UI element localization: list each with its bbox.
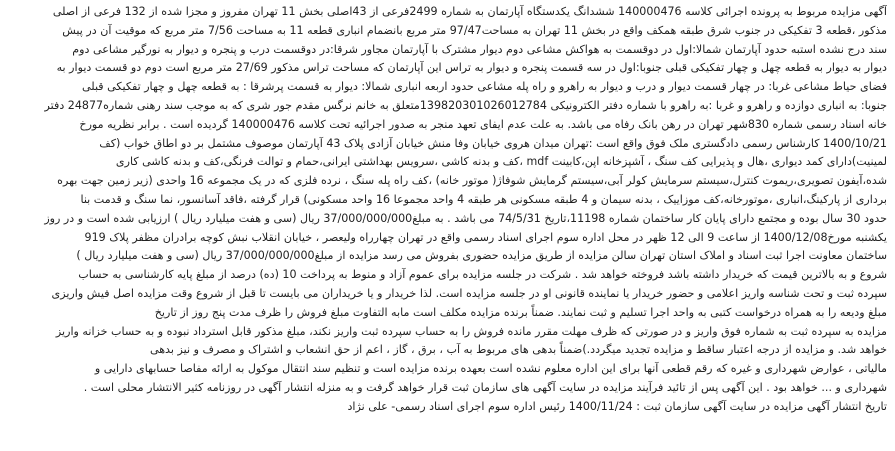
notice-line: مزایده به سپرده ثبت به شماره فوق واریز و در صورتی که ظرف مهلت مقرر مانده فروش را به حساب سپرده ثبت واریز نکند، مبلغ مذکور قابل استرداد نبوده و به حساب خزانه واریز: [55, 324, 887, 338]
notice-line: مبلغ ودیعه را به همراه درخواست کتبی به واحد اجرا تسلیم و ثبت نمایند. ضمناً برنده مزایده مکلف است مابه التفاوت مبلغ فروش را ظرف مدت پنج روز از تاریخ: [154, 305, 887, 319]
notice-line: برداری از پارکینگ،انباری ،موتورخانه،کف موزاییک ، بدنه سیمان و 4 طبقه مسکونی هر طبقه 4 واحد مجموعا 16 واحد مسکونی) قرار گرفته ،فاقد آسانسور، نما سنگ و قدمت بنا: [80, 192, 887, 206]
notice-line: 1400/10/21 کارشناس رسمی دادگستری ملک فوق واقع است :تهران میدان هروی خیابان وفا منش خیابان آزادی پلاک 43 آپارتمان موصوف مشتمل بر دو اطاق خواب (کف: [99, 136, 887, 150]
notice-line: حدود 30 سال بوده و مجتمع دارای پایان کار ساختمان شماره 11198،تاریخ 74/5/31 می باشد . به مبلغ37/000/000/000 ریال (سی و هفت میلیارد ریال ) ارزیابی شده است و در روز: [44, 211, 887, 225]
notice-line: دیوار به دیوار به قطعه چهل و چهار تفکیکی قبلی جنوبا:اول در سه قسمت پنجره و دیوار به تراس این آپارتمان که مساحت تراس مذکور 27/69 متر مربع است دوم دو قسمت دیوار به: [56, 61, 887, 75]
notice-line: ساختمان معاونت اجرا ثبت اسناد و املاک استان تهران سالن مزایده از طریق مزایده حضوری بفروش می رسد مزایده از مبلغ37/000/000/000 ریال (سی و هفت میلیارد ریال ): [76, 249, 887, 263]
notice-line: سند درج نشده استبه حدود آپارتمان شمالا:اول در دوقسمت به هواکش مشاعی دوم دیوار مشترک با آپارتمان مجاور شرقا:در دوقسمت درب و پنجره و دیوار به نورگیر مشاعی دوم: [72, 42, 887, 56]
notice-line: شهرداری و ... خواهد بود . این آگهی پس از تائید فرآیند مزایده در سایت آگهی های سازمان ثبت قرار خواهد گرفت و به منزله انتشار آگهی در روزنامه کثیر الانتشار محلی است .: [83, 380, 887, 394]
notice-line: فضای حیاط مشاعی غربا: در چهار قسمت دیوار و درب و دیوار به راهرو و راه پله مشاعی حدود اربعه انباری شمالا: دیوار به قسمت پرشرقا : به قطعه چهل و چهار تفکیکی قبلی: [82, 80, 887, 94]
notice-signature-line: تاریخ انتشار آگهی مزایده در سایت آگهی سازمان ثبت : 1400/11/24 رئیس اداره سوم اجرای اسناد رسمی- علی نژاد: [347, 399, 887, 413]
notice-line: آگهی مزایده مربوط به پرونده اجرائی کلاسه 140000476 ششدانگ یکدستگاه آپارتمان به شماره 2499فرعی از 43اصلی بخش 11 تهران مفروز و مجزا شده از 132 فرعی از اصلی: [52, 5, 887, 18]
notice-line: جنوبا: به انباری دوازده و راهرو و غربا :به راهرو با شماره دفتر الکترونیکی 139820301026012784متعلق به خانم نرگس مقدم جور شری که به موجب سند رهنی شماره24877 دفتر: [44, 98, 887, 112]
notice-line: مذکور ،قطعه 3 تفکیکی در جنوب شرق طبقه همکف واقع در بخش 11 تهران به مساحت97/47 متر مربع بانضمام انباری قطعه 11 به مساحت 7/56 متر مربع که موقیت آن در پیش: [62, 23, 887, 37]
notice-line: یکشنبه مورخ1400/12/08 از ساعت 9 الی 12 ظهر در محل اداره سوم اجرای اسناد رسمی واقع در تهران چهارراه ولیعصر ، خیابان انقلاب نبش کوچه برادران مظفر پلاک 919: [84, 230, 887, 244]
notice-line: شروع و به بالاترین قیمت که خریدار داشته باشد فروخته خواهد شد . شرکت در جلسه مزایده برای عموم آزاد و منوط به پرداخت 10 (ده) درصد از مبلغ پایه کارشناسی به حساب: [78, 268, 887, 282]
notice-line: لمینیت)دارای کمد دیواری ،هال و پذیرایی کف سنگ ، آشپزخانه اپن،کابینت mdf ،کف و بدنه کاشی ،سرویس بهداشتی ایرانی،حمام و توالت فرنگی،کف و بدنه کاشی کاری: [115, 155, 887, 169]
notice-line: شده،آیفون تصویری،ریموت کنترل،سیستم سرمایش کولر آبی،سیستم گرمایش شوفاژ( موتور خانه) ،کف راه پله سنگ ، نرده فلزی که در یک مجموعه 16 واحدی (زیر زمین جهت بهره: [57, 174, 887, 188]
notice-line: خانه اسناد رسمی شماره 830شهر تهران در رهن بانک رفاه می باشد. به علت عدم ایفای تعهد منجر به صدور اجرائیه تحت کلاسه 140000476 گردیده است . برابر نظریه مورخ: [79, 117, 887, 131]
notice-line: سپرده ثبت و تحت شناسه واریز اعلامی و حضور خریدار یا نماینده قانونی او در جلسه مزایده است. لذا خریدار و یا خریداران می بایست تا قبل از شروع وقت مزایده اصل فیش واریزی: [51, 286, 887, 300]
notice-line: خواهد شد. و مزایده از درجه اعتبار ساقط و مزایده تجدید میگردد.)ضمناً بدهی های مربوط به آب ، برق ، گاز ، اعم از حق انشعاب و اشتراک و مصرف و نیز بدهی: [149, 343, 887, 357]
notice-line: مالیاتی ، عوارض شهرداری و غیره که رقم قطعی آنها برای این اداره معلوم نشده است بعهده برنده مزایده است و تنظیم سند انتقال موکول به ارائه مفاصا حسابهای دارایی و: [94, 362, 887, 376]
